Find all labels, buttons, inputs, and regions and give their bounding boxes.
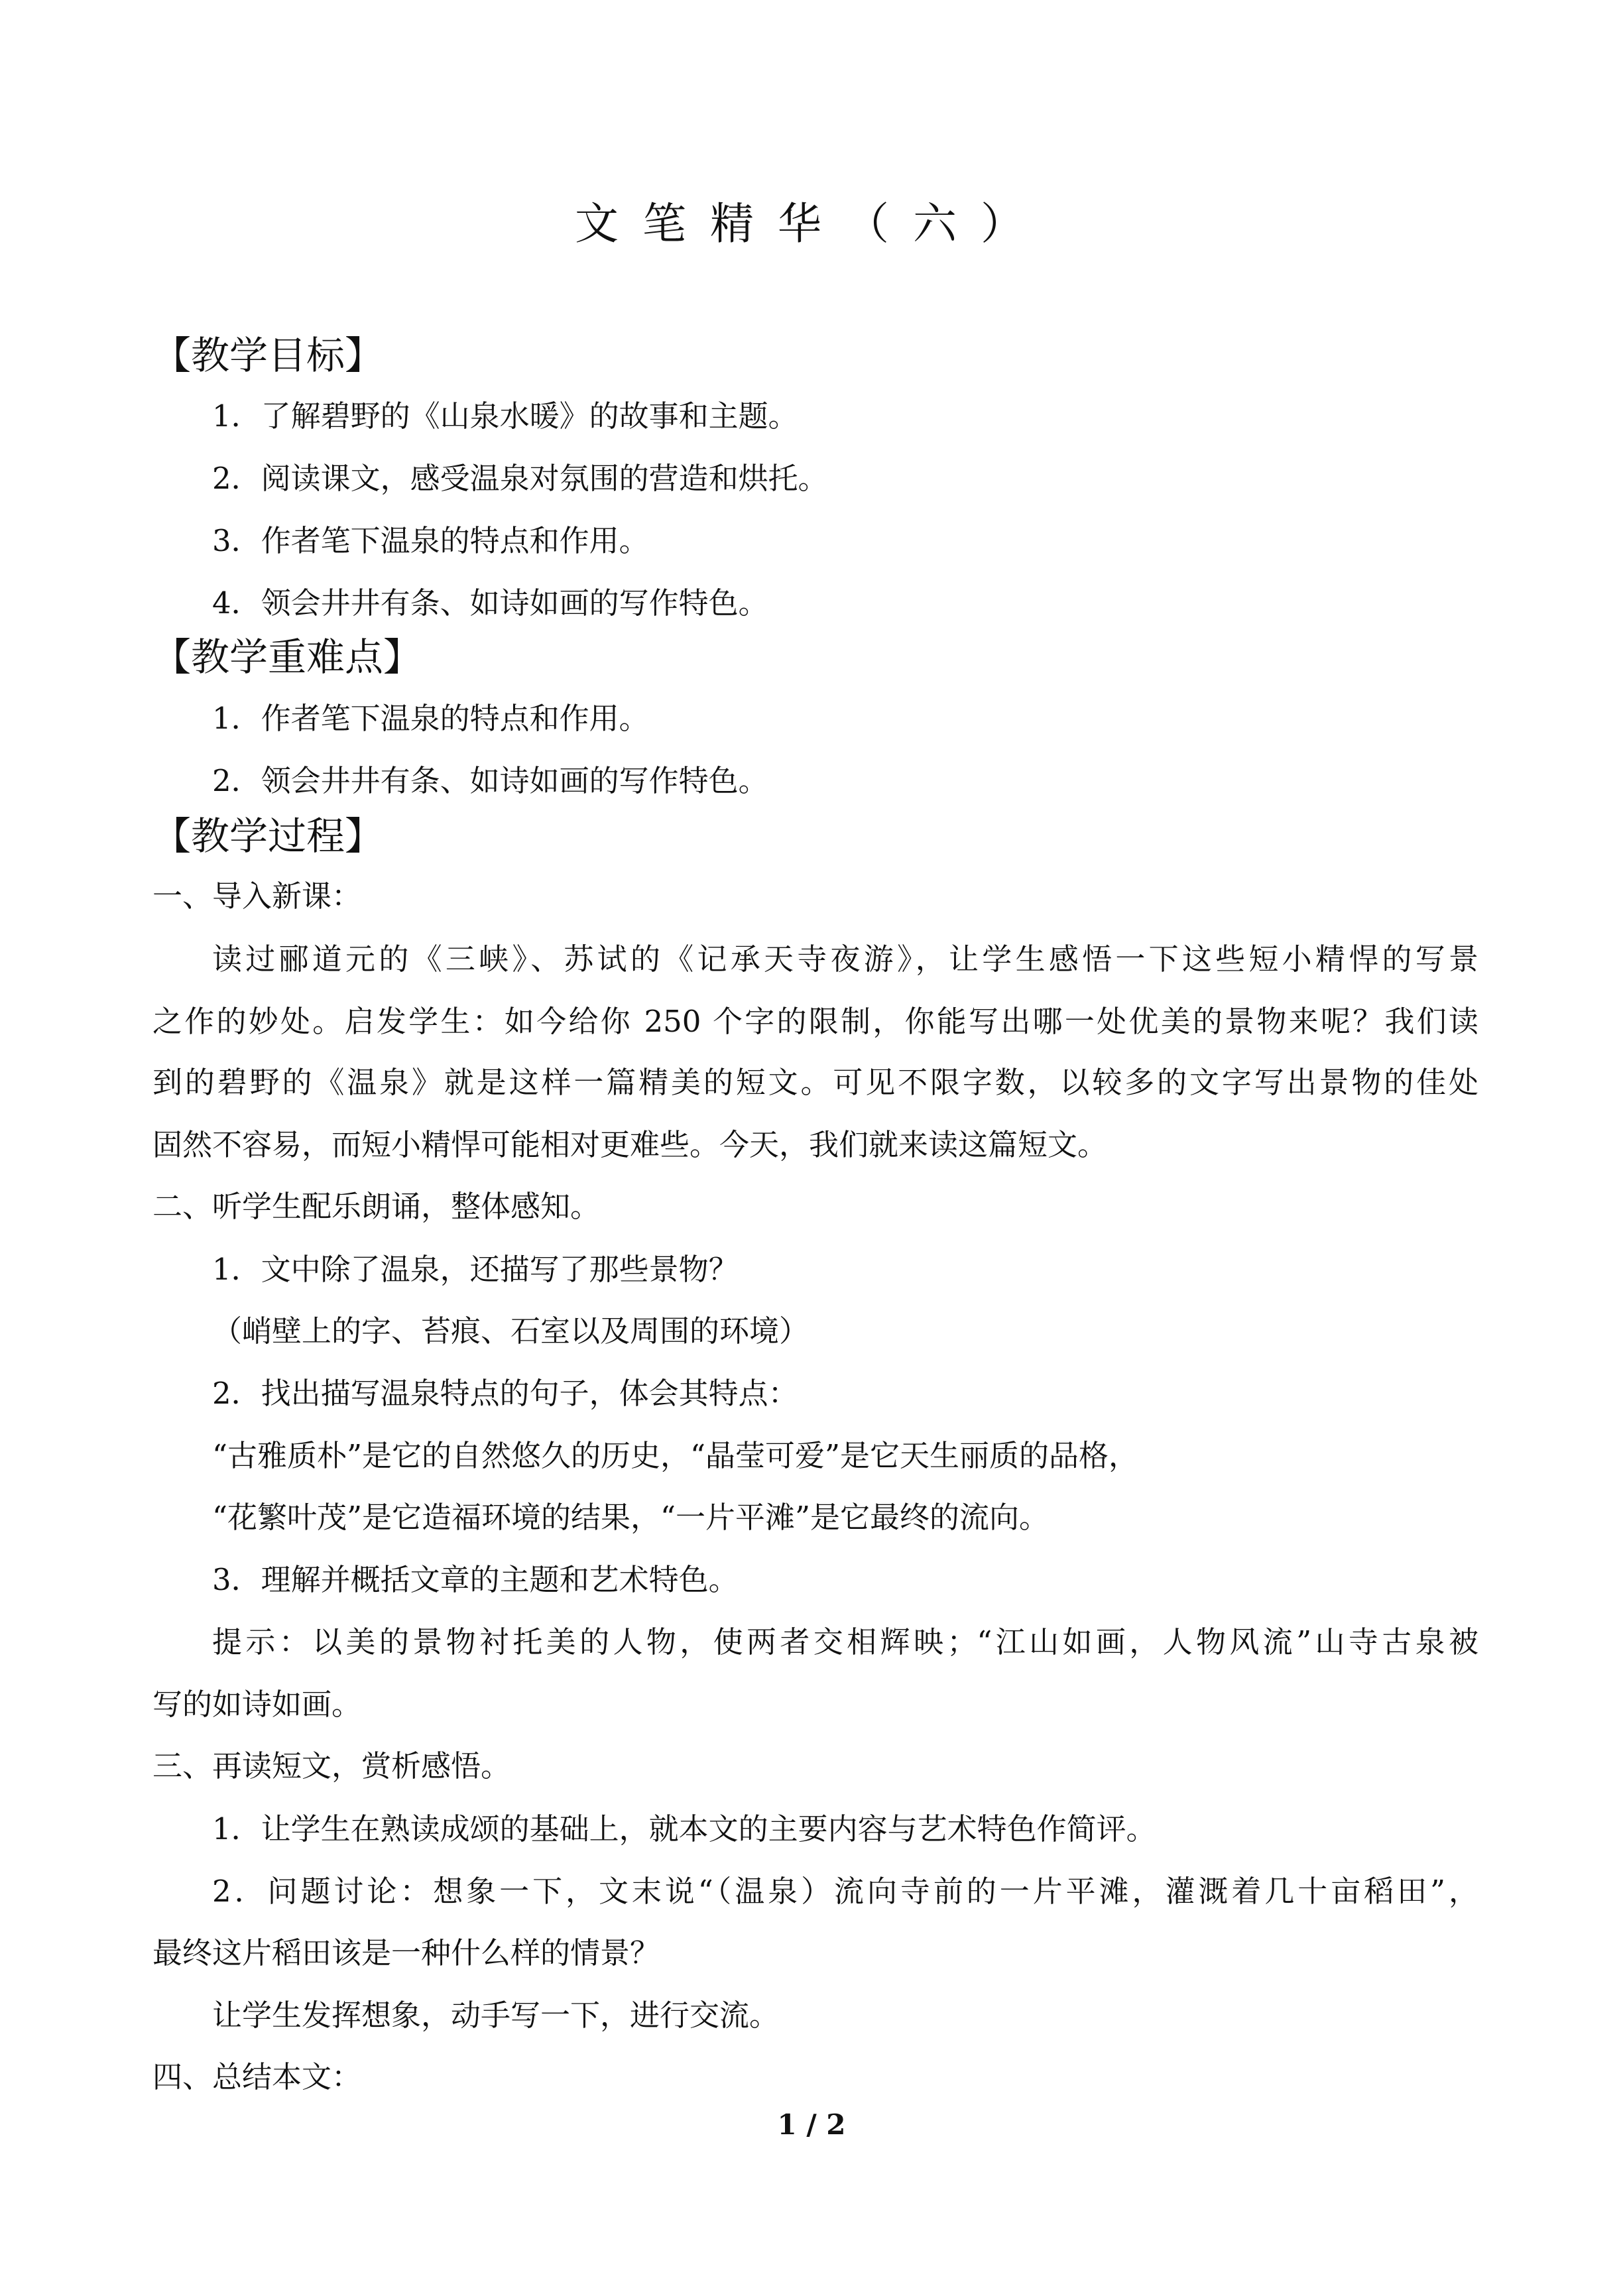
page-title: 文笔精华（六） <box>575 198 1048 249</box>
part3-item-3: 让学生发挥想象，动手写一下，进行交流。 <box>212 1998 780 2033</box>
part2-hint-line-2: 写的如诗如画。 <box>152 1687 362 1722</box>
part2-line-5: “花繁叶茂”是它造福环境的结果，“一片平滩”是它最终的流向。 <box>212 1500 1050 1535</box>
part1-para-line-1: 读过郦道元的《三峡》、苏试的《记承天寺夜游》，让学生感悟一下这些短小精悍的写景 <box>212 941 1478 977</box>
key-point-item-2: 2．领会井井有条、如诗如画的写作特色。 <box>212 763 768 798</box>
part1-para-line-3: 到的碧野的《温泉》就是这样一篇精美的短文。可见不限字数，以较多的文字写出景物的佳处 <box>152 1065 1478 1100</box>
goal-item-4: 4．领会井井有条、如诗如画的写作特色。 <box>212 585 768 621</box>
part4-heading: 四、总结本文： <box>152 2059 362 2094</box>
part2-line-4: “古雅质朴”是它的自然悠久的历史，“晶莹可爱”是它天生丽质的品格， <box>212 1438 1139 1473</box>
part1-para-line-4: 固然不容易，而短小精悍可能相对更难些。今天，我们就来读这篇短文。 <box>152 1127 1108 1162</box>
section-heading-process: 【教学过程】 <box>152 814 384 859</box>
goal-item-2: 2．阅读课文，感受温泉对氛围的营造和烘托。 <box>212 461 828 496</box>
section-heading-goals: 【教学目标】 <box>152 333 384 378</box>
part3-item-2-line-1: 2．问题讨论：想象一下，文末说“（温泉）流向寺前的一片平滩，灌溉着几十亩稻田”， <box>212 1874 1478 1909</box>
part3-heading: 三、再读短文，赏析感悟。 <box>152 1748 511 1783</box>
part2-line-6: 3．理解并概括文章的主题和艺术特色。 <box>212 1562 739 1597</box>
section-heading-key-points: 【教学重难点】 <box>152 634 422 680</box>
goal-item-1: 1．了解碧野的《山泉水暖》的故事和主题。 <box>212 398 798 434</box>
part2-heading: 二、听学生配乐朗诵，整体感知。 <box>152 1189 601 1224</box>
page-number: 1 / 2 <box>777 2108 846 2141</box>
part2-hint-line-1: 提示：以美的景物衬托美的人物，使两者交相辉映；“江山如画，人物风流”山寺古泉被 <box>212 1624 1478 1660</box>
part3-item-1: 1．让学生在熟读成颂的基础上，就本文的主要内容与艺术特色作简评。 <box>212 1811 1156 1846</box>
goal-item-3: 3．作者笔下温泉的特点和作用。 <box>212 523 649 558</box>
part2-line-3: 2．找出描写温泉特点的句子，体会其特点： <box>212 1376 798 1411</box>
part1-para-line-2: 之作的妙处。启发学生：如今给你 250 个字的限制，你能写出哪一处优美的景物来呢？我们读 <box>152 1004 1478 1039</box>
part1-heading: 一、导入新课： <box>152 878 362 914</box>
key-point-item-1: 1．作者笔下温泉的特点和作用。 <box>212 701 649 736</box>
part2-line-1: 1．文中除了温泉，还描写了那些景物？ <box>212 1252 739 1287</box>
part3-item-2-line-2: 最终这片稻田该是一种什么样的情景？ <box>152 1935 660 1970</box>
part2-line-2: （峭壁上的字、苔痕、石室以及周围的环境） <box>212 1313 810 1349</box>
